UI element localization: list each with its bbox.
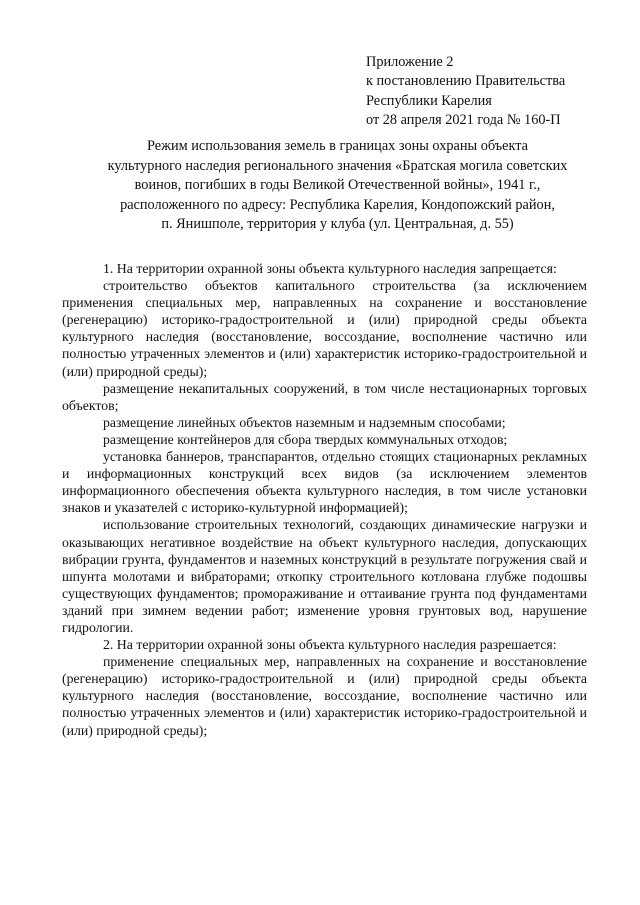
title-line: культурного наследия регионального значения «Братская могила советских	[107, 157, 568, 174]
title-line: воинов, погибших в годы Великой Отечественной войны», 1941 г.,	[134, 177, 541, 193]
appendix-line: Приложение 2	[366, 54, 454, 70]
appendix-line: Республики Карелия	[366, 92, 492, 109]
appendix-header	[366, 53, 565, 130]
body-paragraph: установка баннеров, транспарантов, отдельно стоящих стационарных рекламных и информационных конструкций всех видов (за исключением элементов информационного обеспечения объекта культурного наследия, в том числе установки знаков и указателей с историко-культурной информацией);	[62, 449, 587, 516]
body-paragraph: использование строительных технологий, создающих динамические нагрузки и оказывающих негативное воздействие на объект культурного наследия, допускающих вибрации грунта, фундаментов и наземных конструкций в результате погружения свай и шпунта молотами и вибраторами; откопку строительного котлована глубже подошвы существующих фундаментов; промораживание и оттаивание грунта под фундаментами зданий при зимнем ведении работ; изменение уровня грунтовых вод, нарушение гидрологии.	[62, 517, 587, 635]
body-paragraph: строительство объектов капитального строительства (за исключением применения специальных мер, направленных на сохранение и восстановление (регенерацию) историко-градостроительной и (или) природной среды объекта культурного наследия (восстановление, воссоздание, восполнение частично или полностью утраченных элементов и (или) характеристик историко-градостроительной и (или) природной среды);	[62, 278, 587, 379]
body-paragraph: размещение линейных объектов наземным и надземным способами;	[103, 414, 506, 430]
appendix-line: от 28 апреля 2021 года № 160-П	[366, 111, 561, 128]
body-paragraph: размещение контейнеров для сбора твердых коммунальных отходов;	[103, 431, 508, 447]
section-2-heading: 2. На территории охранной зоны объекта культурного наследия разрешается:	[103, 637, 557, 653]
document-body	[62, 260, 587, 739]
title-line: п. Янишполе, территория у клуба (ул. Центральная, д. 55)	[161, 216, 514, 232]
body-paragraph: применение специальных мер, направленных на сохранение и восстановление (регенерацию) историко-градостроительной и (или) природной среды объекта культурного наследия (восстановление, воссоздание, восполнение частично или полностью утраченных элементов и (или) характеристик историко-градостроительной и (или) природной среды);	[62, 654, 587, 738]
body-paragraph: размещение некапитальных сооружений, в том числе нестационарных торговых объектов;	[62, 380, 587, 413]
title-line: Режим использования земель в границах зоны охраны объекта	[146, 138, 529, 154]
document-title	[60, 137, 615, 235]
appendix-line: к постановлению Правительства	[366, 73, 566, 90]
section-1-heading: 1. На территории охранной зоны объекта культурного наследия запрещается:	[103, 261, 557, 276]
title-line: расположенного по адресу: Республика Карелия, Кондопожский район,	[120, 196, 555, 213]
